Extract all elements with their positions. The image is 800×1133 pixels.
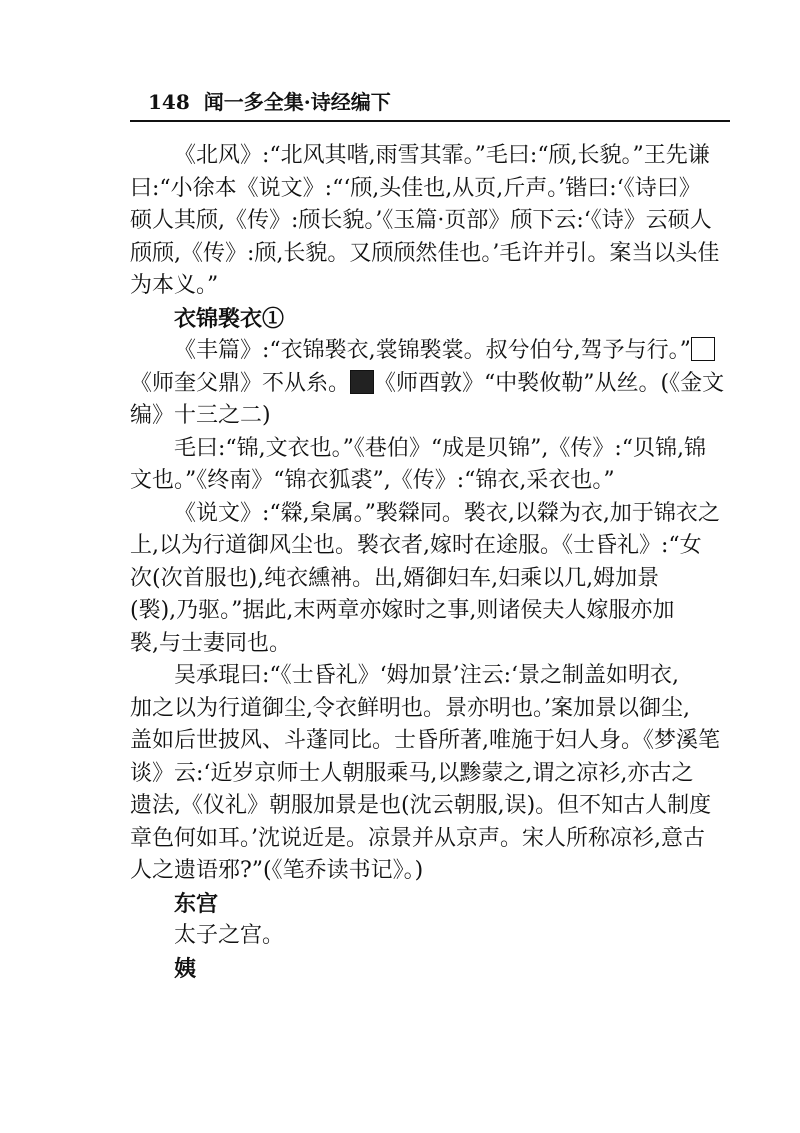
text-span: 《师奎父鼎》不从糸。 [130, 370, 351, 396]
header-rule [130, 120, 730, 122]
text-line: 编》十三之二) [130, 403, 271, 428]
page-body [130, 140, 730, 985]
running-header [148, 86, 391, 115]
entry-heading: 衣锦褧衣① [174, 305, 285, 332]
text-span: 《丰篇》:“衣锦褧衣,裳锦褧裳。叔兮伯兮,驾予与行。” [174, 338, 691, 363]
text-line: 章色何如耳。’沈说近是。凉景并从京声。宋人所称凉衫,意古 [130, 825, 705, 851]
text-line: 太子之宫。 [174, 923, 285, 948]
text-line: 上,以为行道御风尘也。褧衣者,嫁时在途服。《士昏礼》:“女 [130, 533, 702, 558]
text-line: 次(次首服也),纯衣纁袡。出,婿御妇车,妇乘以几,姆加景 [130, 565, 660, 591]
text-line: 曰:“小徐本《说文》:“‘颀,头佳也,从页,斤声。’锴曰:‘《诗曰》 [130, 175, 701, 201]
text-line: 《说文》:“檾,枲属。”褧檾同。褧衣,以檾为衣,加于锦衣之 [174, 500, 720, 526]
book-title: 闻一多全集·诗经编下 [203, 90, 391, 114]
text-line: 《北风》:“北风其喈,雨雪其霏。”毛曰:“颀,长貌。”王先谦 [174, 143, 710, 168]
text-line: 吴承琨曰:“《士昏礼》‘姆加景’注云:‘景之制盖如明衣, [174, 663, 680, 688]
text-line: 加之以为行道御尘,令衣鲜明也。景亦明也。’案加景以御尘, [130, 695, 690, 721]
bronze-glyph-icon [691, 337, 715, 361]
text-line: 为本义。” [130, 273, 219, 298]
entry-heading: 姨 [174, 955, 197, 982]
entry-heading: 东宫 [174, 890, 219, 917]
text-line: 毛曰:“锦,文衣也。”《巷伯》“成是贝锦”,《传》:“贝锦,锦 [174, 435, 707, 461]
text-line [130, 335, 730, 368]
text-line: 褧,与士妻同也。 [130, 630, 291, 656]
text-line: 谈》云:‘近岁京师士人朝服乘马,以黪蒙之,谓之凉衫,亦古之 [130, 760, 694, 786]
text-line: 人之遗语邪?”(《笔乔读书记》。) [130, 858, 424, 883]
text-line: 颀颀,《传》:颀,长貌。又颀颀然佳也。’毛许并引。案当以头佳 [130, 240, 720, 266]
text-line: 硕人其颀,《传》:颀长貌。’《玉篇·页部》颀下云:‘《诗》云硕人 [130, 208, 712, 233]
text-line: 遗法,《仪礼》朝服加景是也(沈云朝服,误)。但不知古人制度 [130, 793, 712, 818]
bronze-glyph-icon [350, 370, 374, 394]
text-line: 盖如后世披风、斗蓬同比。士昏所著,唯施于妇人身。《梦溪笔 [130, 728, 720, 753]
text-line: 文也。”《终南》“锦衣狐裘”,《传》:“锦衣,采衣也。” [130, 468, 615, 493]
text-line: (褧),乃驱。”据此,末两章亦嫁时之事,则诸侯夫人嫁服亦加 [130, 598, 675, 623]
page-number: 148 [148, 90, 190, 114]
text-span: 《师酉敦》“中褧攸勒”从丝。(《金文 [374, 370, 725, 396]
text-line [130, 368, 730, 401]
